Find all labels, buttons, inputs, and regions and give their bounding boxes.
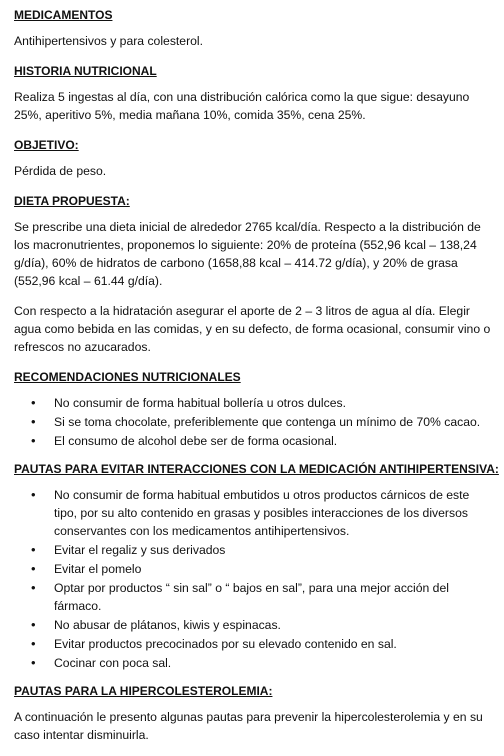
list-item-text: Cocinar con poca sal. bbox=[54, 656, 172, 670]
paragraph-dieta-hidratacion: Con respecto a la hidratación asegurar el aporte de 2 – 3 litros de agua al día. Elegir agua como bebida en las comidas, y en su defecto, de forma ocasional, consumir vino o refrescos no azucarados. bbox=[14, 304, 491, 354]
list-item-text: Si se toma chocolate, preferiblemente que contenga un mínimo de 70% cacao. bbox=[54, 415, 481, 429]
bullet-icon: • bbox=[31, 561, 36, 576]
list-item-text: Evitar el pomelo bbox=[54, 562, 142, 576]
heading-objetivo: OBJETIVO: bbox=[14, 138, 79, 152]
list-item-text: Evitar productos precocinados por su elevado contenido en sal. bbox=[54, 637, 397, 651]
bullet-icon: • bbox=[31, 655, 36, 670]
list-item bbox=[14, 486, 494, 540]
list-item bbox=[14, 579, 494, 615]
list-item bbox=[14, 616, 494, 634]
list-item bbox=[14, 635, 494, 653]
bullet-icon: • bbox=[31, 433, 36, 448]
bullet-icon: • bbox=[31, 617, 36, 632]
paragraph-historia-nutricional: Realiza 5 ingestas al día, con una distribución calórica como la que sigue: desayuno 25%, aperitivo 5%, media mañana 10%, comida 35%, cena 25%. bbox=[14, 90, 470, 122]
bullet-icon: • bbox=[31, 487, 36, 502]
heading-dieta-propuesta: DIETA PROPUESTA: bbox=[14, 194, 130, 208]
document-page bbox=[14, 6, 499, 756]
list-item bbox=[14, 432, 494, 450]
list-item-text: No consumir de forma habitual bollería u otros dulces. bbox=[54, 396, 346, 410]
heading-pautas-antihipertensiva: PAUTAS PARA EVITAR INTERACCIONES CON LA MEDICACIÓN ANTIHIPERTENSIVA: bbox=[14, 462, 499, 476]
bullet-icon: • bbox=[31, 414, 36, 429]
heading-hipercolesterolemia: PAUTAS PARA LA HIPERCOLESTEROLEMIA: bbox=[14, 684, 273, 698]
list-item bbox=[14, 541, 494, 559]
list-item bbox=[14, 654, 494, 672]
list-item bbox=[14, 560, 494, 578]
paragraph-medicamentos: Antihipertensivos y para colesterol. bbox=[14, 34, 204, 48]
bullet-icon: • bbox=[31, 542, 36, 557]
list-item-text: No abusar de plátanos, kiwis y espinacas. bbox=[54, 618, 281, 632]
list-item-text: No consumir de forma habitual embutidos u otros productos cárnicos de este tipo, por su alto contenido en grasas y posibles interacciones de los diversos conservantes con los medicamentos antihipertensivos. bbox=[54, 488, 470, 538]
list-item-text: Evitar el regaliz y sus derivados bbox=[54, 543, 226, 557]
heading-historia-nutricional: HISTORIA NUTRICIONAL bbox=[14, 64, 157, 78]
bullet-icon: • bbox=[31, 580, 36, 595]
list-pautas-antihipertensiva bbox=[14, 486, 494, 672]
bullet-icon: • bbox=[31, 395, 36, 410]
paragraph-dieta-distribucion: Se prescribe una dieta inicial de alrededor 2765 kcal/día. Respecto a la distribución de los macronutrientes, proponemos lo siguiente: 20% de proteína (552,96 kcal – 138,24 g/día), 60% de hidratos de carbono (1658,88 kcal – 414.72 g/día), y 20% de grasa (552,96 kcal – 61.44 g/día). bbox=[14, 220, 481, 288]
paragraph-hipercolesterolemia: A continuación le presento algunas pautas para prevenir la hipercolesterolemia y en su caso intentar disminuirla. bbox=[14, 710, 483, 742]
heading-recomendaciones: RECOMENDACIONES NUTRICIONALES bbox=[14, 370, 241, 384]
list-item bbox=[14, 394, 494, 412]
bullet-icon: • bbox=[31, 636, 36, 651]
list-item-text: Optar por productos “ sin sal” o “ bajos en sal”, para una mejor acción del fármaco. bbox=[54, 581, 449, 613]
list-item-text: El consumo de alcohol debe ser de forma ocasional. bbox=[54, 434, 338, 448]
list-recomendaciones bbox=[14, 394, 494, 450]
heading-medicamentos: MEDICAMENTOS bbox=[14, 8, 113, 22]
paragraph-objetivo: Pérdida de peso. bbox=[14, 164, 107, 178]
list-item bbox=[14, 413, 494, 431]
